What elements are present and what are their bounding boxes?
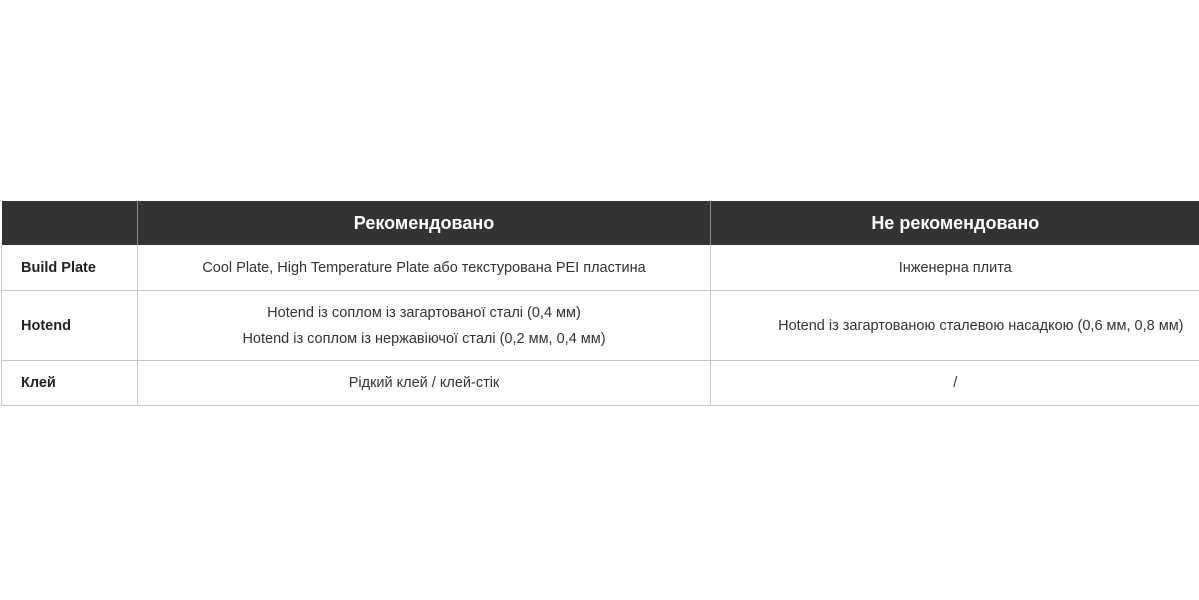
row-label-glue: Клей xyxy=(2,361,138,406)
header-empty-cell xyxy=(2,201,138,245)
recommended-text: Cool Plate, High Temperature Plate або текстурована PEI пластина xyxy=(202,259,646,276)
recommended-text: Рідкий клей / клей-стік xyxy=(348,375,500,391)
recommended-cell xyxy=(138,245,711,291)
table-row xyxy=(2,245,1199,291)
not-recommended-cell: Hotend із загартованою сталевою насадкою (0,6 мм, 0,8 мм) xyxy=(711,291,1199,361)
compatibility-table-wrapper xyxy=(1,201,1199,406)
row-label-hotend: Hotend xyxy=(2,291,138,361)
recommended-cell xyxy=(138,291,711,361)
not-recommended-cell: / xyxy=(711,361,1199,406)
row-label-build-plate: Build Plate xyxy=(2,245,138,291)
not-recommended-cell: Інженерна плита xyxy=(711,245,1199,291)
recommended-cell xyxy=(138,361,711,406)
compatibility-table xyxy=(1,201,1199,406)
table-row xyxy=(2,361,1199,406)
header-not-recommended: Не рекомендовано xyxy=(711,201,1199,245)
header-recommended: Рекомендовано xyxy=(138,201,711,245)
recommended-text: Hotend із соплом із загартованої сталі (0,4 мм) xyxy=(267,304,581,321)
table-row xyxy=(2,291,1199,361)
recommended-text: Hotend із соплом із нержавіючої сталі (0,2 мм, 0,4 мм) xyxy=(242,330,606,347)
header-row xyxy=(2,201,1199,245)
